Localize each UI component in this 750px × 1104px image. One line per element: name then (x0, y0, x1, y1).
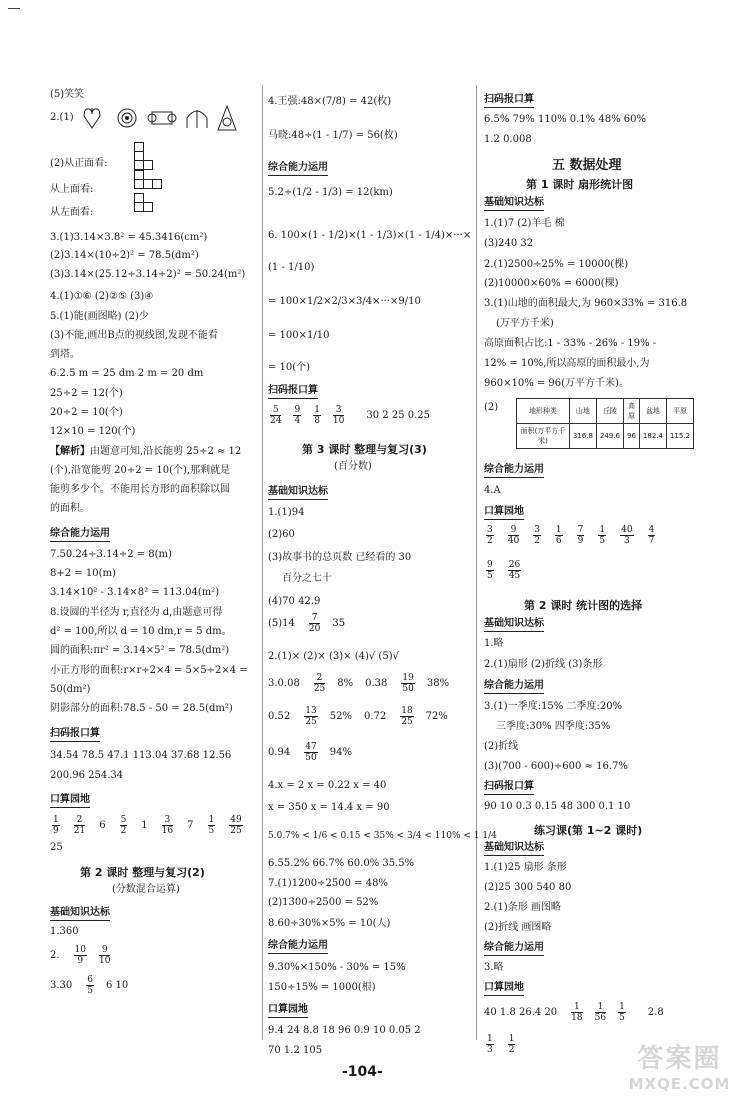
answer-line: 马晓:48÷(1 - 1/7) = 56(枚) (268, 130, 398, 141)
section-heading: 综合能力运用 (50, 528, 110, 542)
answer-text: 6 10 (106, 980, 129, 991)
lesson-title: 练习课(第 1~2 课时) (534, 824, 643, 837)
answer-text: 40 1.8 26.4 20 (484, 1007, 558, 1018)
answer-text: 30 2 25 0.25 (366, 410, 430, 421)
fraction: $\frac{1}{9}$ (53, 815, 59, 836)
lesson-subtitle: (百分数) (334, 461, 372, 472)
answer-text: (5)14 (268, 618, 295, 629)
answer-line: 1.(1)94 (268, 507, 305, 518)
answer-line: (万平方千米) (496, 318, 554, 329)
answer-line: (2)折线 画图略 (484, 922, 552, 933)
section-heading: 扫码报口算 (484, 94, 534, 108)
fraction: $\frac{6}{5}$ (87, 975, 93, 996)
page-number: -104- (342, 1064, 383, 1080)
fraction: $\frac{9}{40}$ (507, 525, 520, 546)
fraction: $\frac{9}{5}$ (487, 560, 493, 581)
section-heading: 综合能力运用 (484, 942, 544, 956)
watermark-logo: 答案圈 (637, 1044, 722, 1074)
answer-line: 从上面看: (50, 184, 94, 195)
answer-line: 6. 100×(1 - 1/2)×(1 - 1/3)×(1 - 1/4)×···× (268, 230, 472, 241)
lesson-title: 第 2 课时 统计图的选择 (524, 599, 643, 612)
fraction: $\frac{9}{10}$ (99, 945, 111, 966)
answer-line: 4.A (484, 485, 501, 496)
answer-line: 8+2 = 10(m) (50, 568, 116, 579)
shape-figures (82, 104, 252, 134)
answer-line: = 100×1/10 (268, 330, 330, 341)
answer-line: 1.2 0.008 (484, 134, 532, 145)
fraction-row (484, 1002, 676, 1023)
section-heading: 综合能力运用 (268, 940, 328, 954)
fraction: $\frac{1}{5}$ (208, 815, 215, 836)
section-heading: 扫码报口算 (268, 385, 318, 399)
answer-line: 6.5% 79% 110% 0.1% 48% 60% (484, 114, 646, 125)
fraction: $\frac{1}{8}$ (314, 405, 320, 426)
answer-line: (2)从正面看: (50, 158, 108, 169)
fraction-row (50, 945, 132, 966)
section-heading: 扫码报口算 (50, 728, 100, 742)
table-cell: 盆地 (639, 399, 666, 424)
answer-line: 2.(1) (50, 112, 74, 123)
fraction: $\frac{5}{2}$ (120, 815, 127, 836)
fraction-row: 0.52 $\frac{13}{25}$ 52% 0.72 $\frac{18}{25}$ 72% (268, 706, 448, 727)
answer-line: 3.(1)一季度:15% 二季度:20% (484, 701, 623, 712)
section-heading: 口算园地 (484, 506, 524, 520)
table-cell: 丘陵 (596, 399, 623, 424)
answer-line: d² = 100,所以 d = 10 dm,r = 5 dm。 (50, 626, 232, 637)
answer-line: (4)70 42.9 (268, 596, 321, 607)
lesson-subtitle: (分数混合运算) (112, 884, 180, 895)
answer-line: (2)1300÷2500 = 52% (268, 897, 379, 908)
fraction-row (268, 405, 442, 426)
answer-line: 2.(1)× (2)× (3)× (4)√ (5)√ (268, 651, 399, 662)
answer-line: 20÷2 = 10(个) (50, 407, 123, 418)
answer-line: x = 350 x = 14.4 x = 90 (268, 802, 390, 813)
answer-line: 从左面看: (50, 207, 94, 218)
table-cell: 316.8 (569, 424, 596, 449)
answer-line: 25 (50, 842, 63, 853)
analysis-label: 【解析】 (50, 446, 90, 457)
section-heading: 口算园地 (268, 1004, 308, 1018)
answer-line: 到塔。 (50, 349, 80, 360)
fraction: 6 (99, 819, 106, 831)
fraction: $\frac{7}{9}$ (577, 525, 584, 546)
fraction: $\frac{2}{21}$ (73, 815, 86, 836)
fraction: $\frac{9}{4}$ (294, 405, 301, 426)
answer-line: 34.54 78.5 47.1 113.04 37.68 12.56 (50, 750, 232, 761)
analysis-text: 由题意可知,沿长能剪 25÷2 ≈ 12 (90, 446, 242, 457)
fraction: $\frac{13}{25}$ (305, 706, 317, 727)
item-number: 2. (50, 950, 60, 961)
fraction-row (484, 1034, 527, 1055)
answer-line: (3)故事书的总页数 已经看的 30 (268, 552, 412, 563)
section-heading: 综合能力运用 (268, 162, 328, 176)
fraction: $\frac{1}{5}$ (599, 525, 606, 546)
answer-line: 2.(1)条形 画图略 (484, 902, 561, 913)
answer-line: (3)不能,画出B点的视线图,发现不能看 (50, 330, 218, 341)
answer-line: 12×10 = 120(个) (50, 426, 136, 437)
section-heading: 口算园地 (50, 794, 90, 808)
answer-line: 7.(1)1200÷2500 = 48% (268, 878, 388, 889)
fraction-row: 3.0.08 $\frac{2}{25}$ 8% 0.38 $\frac{19}{50}$ 38% (268, 673, 450, 694)
section-heading: 基础知识达标 (268, 486, 328, 500)
answer-line: 25÷2 = 12(个) (50, 388, 123, 399)
fraction: $\frac{1}{18}$ (571, 1002, 583, 1023)
answer-line: 小正方形的面积:r×r÷2×4 = 5×5÷2×4 = (50, 665, 248, 676)
fraction: $\frac{5}{24}$ (270, 405, 282, 426)
answer-line: (2)10000×60% = 6000(棵) (484, 278, 619, 289)
answer-line: 12% = 10%,所以高原的面积最小,为 (484, 358, 650, 369)
fraction: $\frac{1}{6}$ (555, 525, 562, 546)
answer-line: 5.(1)能(画图略) (2)少 (50, 311, 149, 322)
fraction-row (484, 560, 533, 581)
watermark-url: MXQE.COM (628, 1075, 731, 1093)
answer-line: 200.96 254.34 (50, 770, 124, 781)
column-1 (50, 0, 260, 1060)
column-divider (476, 85, 477, 1040)
table-cell: 249.6 (596, 424, 623, 449)
answer-line: (2)折线 (484, 741, 519, 752)
fraction-group (72, 945, 121, 966)
answer-line: 7.50.24÷3.14÷2 = 8(m) (50, 549, 172, 560)
answer-text: 2.8 (647, 1007, 664, 1018)
answer-line: (3)3.14×(25.12÷3.14÷2)² = 50.24(m²) (50, 269, 246, 280)
answer-line: (2)3.14×(10÷2)² = 78.5(dm²) (50, 250, 199, 261)
fraction: 1 (141, 819, 148, 831)
answer-line: 3.14×10² - 3.14×8² = 113.04(m²) (50, 587, 220, 598)
fraction: $\frac{47}{50}$ (305, 742, 317, 763)
table-cell: 面积(万平方千米) (517, 424, 570, 449)
fraction: $\frac{3}{10}$ (332, 405, 345, 426)
answer-line: 4.王强:48×(7/8) = 42(枚) (268, 96, 392, 107)
table-row (517, 399, 694, 424)
answer-line: 8.设圆的半径为 r,直径为 d,由题意可得 (50, 607, 223, 618)
table-cell: 高原 (623, 399, 639, 424)
corner-mark (8, 8, 20, 9)
section-heading: 基础知识达标 (484, 618, 544, 632)
answer-line: 3.(1)山地的面积最大,为 960×33% = 316.8 (484, 298, 688, 309)
answer-line: 1.(1)25 扇形 条形 (484, 862, 567, 873)
fraction-row: 0.94 $\frac{47}{50}$ 94% (268, 742, 352, 763)
answer-line: 圆的面积:πr² = 3.14×5² = 78.5(dm²) (50, 645, 230, 656)
answer-line: 2.(1)2500÷25% = 10000(棵) (484, 259, 629, 270)
answer-line: (2)25 300 540 80 (484, 882, 572, 893)
section-heading: 基础知识达标 (484, 842, 544, 856)
answer-line: 1.略 (484, 638, 504, 649)
answer-line: 8.60÷30%×5% = 10(人) (268, 918, 391, 929)
fraction: 7 (187, 819, 194, 831)
analysis-line (50, 446, 241, 458)
fraction: $\frac{4}{7}$ (648, 525, 655, 546)
table-cell: 115.2 (666, 424, 693, 449)
fraction-row (50, 975, 140, 996)
fraction-group (268, 405, 354, 426)
answer-line: 2.(1)扇形 (2)折线 (3)条形 (484, 659, 603, 670)
answer-line: 9.4 24 8.8 18 96 0.9 10 0.05 2 (268, 1025, 421, 1036)
fraction: $\frac{3}{2}$ (534, 525, 540, 546)
fraction: $\frac{3}{2}$ (487, 525, 493, 546)
fraction: $\frac{1}{5}$ (619, 1002, 625, 1023)
answer-line: (2)60 (268, 529, 295, 540)
fraction: $\frac{49}{25}$ (230, 815, 242, 836)
table-row (517, 424, 694, 449)
fraction: $\frac{19}{50}$ (402, 673, 414, 694)
section-heading: 综合能力运用 (484, 464, 544, 478)
answer-line: 50(dm²) (50, 684, 91, 695)
table-cell: 地形种类 (517, 399, 570, 424)
answer-line: (2) (484, 402, 499, 413)
fraction: $\frac{10}{9}$ (74, 945, 86, 966)
answer-line: 5.2÷(1/2 - 1/3) = 12(km) (268, 187, 393, 198)
answer-line: (3)(700 - 600)÷600 ≈ 16.7% (484, 761, 628, 772)
answer-line: (5)笑笑 (50, 89, 85, 100)
watermark (617, 1038, 742, 1098)
answer-text: 35 (332, 618, 346, 629)
fraction: $\frac{7}{20}$ (308, 613, 321, 634)
fraction-row (268, 613, 357, 634)
column-divider (262, 85, 263, 1040)
answer-line: 9.30%×150% - 30% = 15% (268, 962, 406, 973)
section-heading: 扫码报口算 (484, 781, 534, 795)
fraction: $\frac{3}{16}$ (161, 815, 174, 836)
answer-line: 90 10 0.3 0.15 48 300 0.1 10 (484, 801, 631, 812)
section-heading: 综合能力运用 (484, 680, 544, 694)
column-3 (484, 0, 694, 1060)
answer-line: (个),沿宽能剪 20÷2 = 10(个),那剩就是 (50, 465, 231, 476)
answer-line: 能剪多少个。不能用长方形的面积除以圆 (50, 484, 230, 495)
table-cell: 182.4 (639, 424, 666, 449)
answer-line: = 10(个) (268, 362, 311, 373)
fraction: $\frac{1}{3}$ (487, 1034, 493, 1055)
fraction: $\frac{1}{2}$ (508, 1034, 515, 1055)
answer-line: 1.360 (50, 926, 79, 937)
answer-line: 百分之七十 (282, 573, 332, 584)
answer-line: 960×10% = 96(万平方千米)。 (484, 378, 629, 389)
answer-line: 3.略 (484, 962, 504, 973)
answer-line: 三季度:30% 四季度:35% (496, 721, 611, 732)
lesson-title: 第 2 课时 整理与复习(2) (80, 866, 205, 879)
lesson-title: 第 3 课时 整理与复习(3) (302, 443, 427, 456)
answer-line: 的面积。 (50, 503, 90, 514)
answer-line: 70 1.2 105 (268, 1045, 323, 1056)
fraction: $\frac{2}{25}$ (313, 673, 326, 694)
answer-line: (1 - 1/10) (268, 262, 315, 273)
table-cell: 山地 (569, 399, 596, 424)
answer-line: = 100×1/2×2/3×3/4×···×9/10 (268, 296, 421, 307)
fraction: $\frac{26}{45}$ (508, 560, 521, 581)
answer-line: 高原面积占比:1 - 33% - 26% - 19% - (484, 338, 657, 349)
fraction-group (569, 1002, 636, 1023)
fraction: $\frac{1}{56}$ (594, 1002, 607, 1023)
fraction-row (50, 815, 255, 836)
answer-line: 6.55.2% 66.7% 60.0% 35.5% (268, 858, 415, 869)
answer-line: 150÷15% = 1000(根) (268, 982, 376, 993)
section-heading: 基础知识达标 (50, 907, 110, 921)
answer-line: 4.x = 2 x = 0.22 x = 40 (268, 780, 387, 791)
fraction: $\frac{18}{25}$ (401, 706, 413, 727)
answer-line: (3)240 32 (484, 238, 534, 249)
lesson-title: 第 1 课时 扇形统计图 (526, 178, 634, 191)
section-heading: 口算园地 (484, 982, 524, 996)
answer-line: 3.(1)3.14×3.8² = 45.3416(cm²) (50, 232, 208, 243)
section-heading: 基础知识达标 (484, 197, 544, 211)
item-number: 3.30 (50, 980, 73, 991)
answer-line: 4.(1)①⑥ (2)②⑤ (3)④ (50, 291, 154, 302)
unit-title: 五 数据处理 (552, 158, 622, 173)
answer-line: 阴影部分的面积:78.5 - 50 = 28.5(dm²) (50, 703, 233, 714)
answer-line: 5.0.7% < 1/6 < 0.15 < 35% < 3/4 < 110% < 1 1/4 (268, 831, 497, 841)
fraction-row (484, 525, 667, 546)
terrain-table (516, 398, 694, 449)
answer-line: 6.2.5 m = 25 dm 2 m = 20 dm (50, 368, 204, 379)
table-cell: 96 (623, 424, 639, 449)
table-cell: 平原 (666, 399, 693, 424)
fraction: $\frac{40}{3}$ (621, 525, 633, 546)
answer-line: 1.(1)7 (2)羊毛 棉 (484, 218, 565, 229)
